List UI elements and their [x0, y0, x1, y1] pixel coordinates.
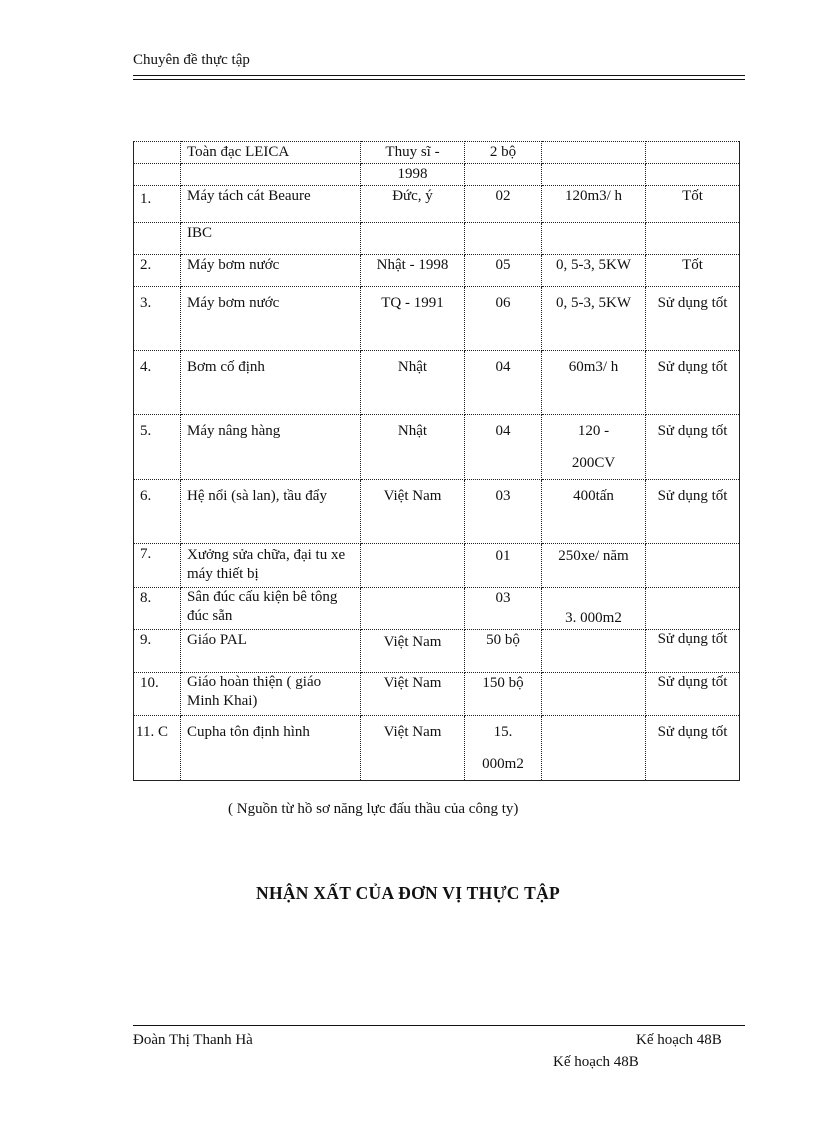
cell-state: [646, 142, 740, 164]
cell-state: Sử dụng tốt: [646, 673, 740, 716]
cell-state: Sử dụng tốt: [646, 630, 740, 673]
table-row: [134, 255, 740, 287]
cell-capacity: 250xe/ năm: [542, 544, 646, 588]
cell-capacity: [542, 164, 646, 186]
cell-name: Xưởng sửa chữa, đại tu xe máy thiết bị: [181, 544, 361, 588]
cell-name: Cupha tôn định hình: [181, 716, 361, 781]
cell-state: Tốt: [646, 186, 740, 223]
table-row: [134, 142, 740, 164]
cell-name: Bơm cố định: [181, 351, 361, 415]
table-row: [134, 186, 740, 223]
table-row: [134, 287, 740, 351]
header-rule-top: [133, 75, 745, 76]
cell-origin: Nhật: [361, 415, 465, 480]
cell-origin: [361, 588, 465, 630]
cell-origin: Nhật: [361, 351, 465, 415]
table-row: [134, 716, 740, 781]
cell-name: Máy nâng hàng: [181, 415, 361, 480]
footer-rule: [133, 1025, 745, 1026]
cell-qty: 50 bộ: [465, 630, 542, 673]
cell-origin: Việt Nam: [361, 673, 465, 716]
cell-capacity: 400tấn: [542, 480, 646, 544]
cell-qty: 05: [465, 255, 542, 287]
cell-capacity: 3. 000m2: [542, 588, 646, 630]
table-row: [134, 480, 740, 544]
cell-qty: 03: [465, 588, 542, 630]
cell-no: 10.: [134, 673, 181, 716]
cell-state: Sử dụng tốt: [646, 351, 740, 415]
cell-qty: 2 bộ: [465, 142, 542, 164]
cell-capacity: 120 - 200CV: [542, 415, 646, 480]
cell-capacity: 120m3/ h: [542, 186, 646, 223]
cell-qty: [465, 223, 542, 255]
cell-no: 5.: [134, 415, 181, 480]
cell-name: Giáo hoàn thiện ( giáo Minh Khai): [181, 673, 361, 716]
page-header-title: Chuyên đề thực tập: [133, 52, 250, 68]
source-note: ( Nguồn từ hồ sơ năng lực đấu thầu của công ty): [228, 801, 519, 817]
footer-class-right: Kế hoạch 48B: [636, 1032, 722, 1048]
cell-state: [646, 588, 740, 630]
cell-name: IBC: [181, 223, 361, 255]
cell-qty: 01: [465, 544, 542, 588]
cell-qty: [465, 164, 542, 186]
cell-state: Sử dụng tốt: [646, 287, 740, 351]
cell-capacity: 0, 5-3, 5KW: [542, 255, 646, 287]
cell-capacity: [542, 142, 646, 164]
cell-name: Máy bơm nước: [181, 287, 361, 351]
cell-capacity: 0, 5-3, 5KW: [542, 287, 646, 351]
cell-state: Sử dụng tốt: [646, 480, 740, 544]
footer-author: Đoàn Thị Thanh Hà: [133, 1032, 253, 1048]
cell-qty: 03: [465, 480, 542, 544]
cell-no: 8.: [134, 588, 181, 630]
cell-origin: Nhật - 1998: [361, 255, 465, 287]
table-row: [134, 588, 740, 630]
cell-name: Giáo PAL: [181, 630, 361, 673]
table-row: [134, 673, 740, 716]
cell-origin: Việt Nam: [361, 716, 465, 781]
cell-name: Hệ nổi (sà lan), tầu đẩy: [181, 480, 361, 544]
section-title: NHẬN XẤT CỦA ĐƠN VỊ THỰC TẬP: [256, 883, 560, 903]
cell-name: Máy tách cát Beaure: [181, 186, 361, 223]
cell-state: Sử dụng tốt: [646, 415, 740, 480]
cell-name: Máy bơm nước: [181, 255, 361, 287]
cell-capacity: 60m3/ h: [542, 351, 646, 415]
cell-no: [134, 223, 181, 255]
cell-origin: Thuy sĩ -: [361, 142, 465, 164]
cell-origin: [361, 544, 465, 588]
cell-name: [181, 164, 361, 186]
cell-qty: 02: [465, 186, 542, 223]
cell-name: Sân đúc cấu kiện bê tông đúc sẵn: [181, 588, 361, 630]
table-row: [134, 351, 740, 415]
cell-origin: 1998: [361, 164, 465, 186]
cell-name: Toàn đạc LEICA: [181, 142, 361, 164]
cell-no: 9.: [134, 630, 181, 673]
cell-no: 1.: [134, 186, 181, 223]
cell-qty: 150 bộ: [465, 673, 542, 716]
cell-no: 4.: [134, 351, 181, 415]
cell-origin: Đức, ý: [361, 186, 465, 223]
footer-class-center: Kế hoạch 48B: [553, 1054, 639, 1070]
cell-no: 2.: [134, 255, 181, 287]
cell-capacity: [542, 223, 646, 255]
cell-no: 6.: [134, 480, 181, 544]
cell-no: 11. C: [134, 716, 181, 781]
cell-qty: 04: [465, 415, 542, 480]
table-row: [134, 223, 740, 255]
table-row: [134, 164, 740, 186]
cell-state: [646, 544, 740, 588]
cell-state: [646, 164, 740, 186]
table-row: [134, 630, 740, 673]
equipment-table: [133, 141, 740, 781]
header-rule-bottom: [133, 79, 745, 80]
cell-qty: 06: [465, 287, 542, 351]
cell-capacity: [542, 716, 646, 781]
cell-origin: [361, 223, 465, 255]
cell-capacity: [542, 630, 646, 673]
cell-state: Sử dụng tốt: [646, 716, 740, 781]
cell-state: Tốt: [646, 255, 740, 287]
cell-capacity: [542, 673, 646, 716]
cell-qty: 04: [465, 351, 542, 415]
table-row: [134, 544, 740, 588]
cell-no: 3.: [134, 287, 181, 351]
cell-no: [134, 164, 181, 186]
cell-origin: TQ - 1991: [361, 287, 465, 351]
cell-no: [134, 142, 181, 164]
cell-no: 7.: [134, 544, 181, 588]
cell-qty: 15. 000m2: [465, 716, 542, 781]
table-row: [134, 415, 740, 480]
cell-state: [646, 223, 740, 255]
cell-origin: Việt Nam: [361, 630, 465, 673]
cell-origin: Việt Nam: [361, 480, 465, 544]
